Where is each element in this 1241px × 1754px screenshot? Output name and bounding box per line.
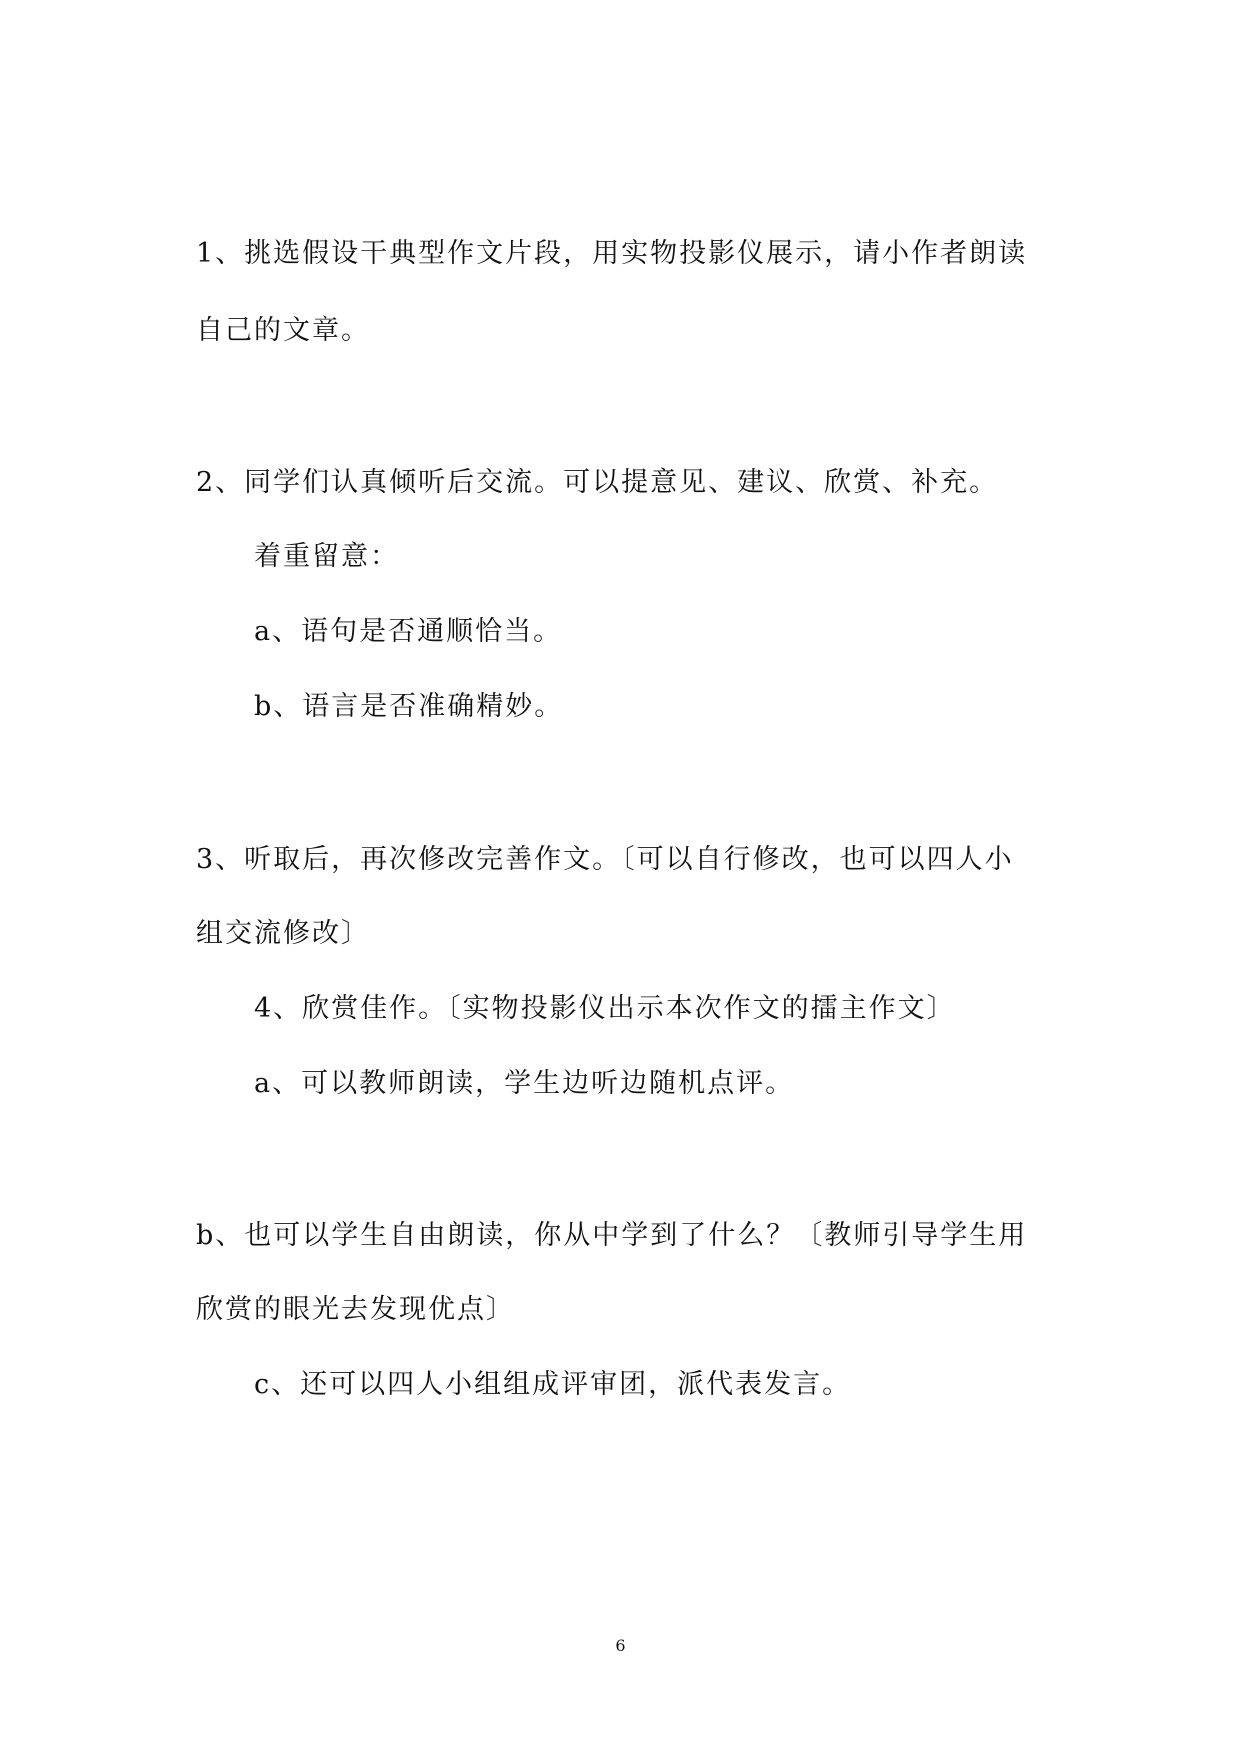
- focus-item-a: a、语句是否通顺恰当。: [254, 616, 563, 647]
- paragraph-1-line-2: 自己的文章。: [196, 315, 370, 346]
- page-number: 6: [615, 1636, 626, 1655]
- paragraph-2-line-1: 2、同学们认真倾听后交流。可以提意见、建议、欣赏、补充。: [196, 467, 999, 498]
- item-b-line-2: 欣赏的眼光去发现优点〕: [196, 1294, 515, 1325]
- paragraph-3-line-2: 组交流修改〕: [196, 918, 370, 949]
- paragraph-3-line-1: 3、听取后，再次修改完善作文。〔可以自行修改，也可以四人小: [196, 844, 1014, 875]
- paragraph-1-line-1: 1、挑选假设干典型作文片段，用实物投影仪展示，请小作者朗读: [196, 238, 1028, 269]
- item-c: c、还可以四人小组组成评审团，派代表发言。: [254, 1369, 852, 1400]
- focus-heading: 着重留意：: [254, 541, 399, 572]
- focus-item-b: b、语言是否准确精妙。: [254, 691, 564, 722]
- item-b-line-1: b、也可以学生自由朗读，你从中学到了什么？〔教师引导学生用: [196, 1220, 1028, 1251]
- paragraph-4: 4、欣赏佳作。〔实物投影仪出示本次作文的擂主作文〕: [254, 993, 956, 1024]
- item-a-teacher-read: a、可以教师朗读，学生边听边随机点评。: [254, 1068, 795, 1099]
